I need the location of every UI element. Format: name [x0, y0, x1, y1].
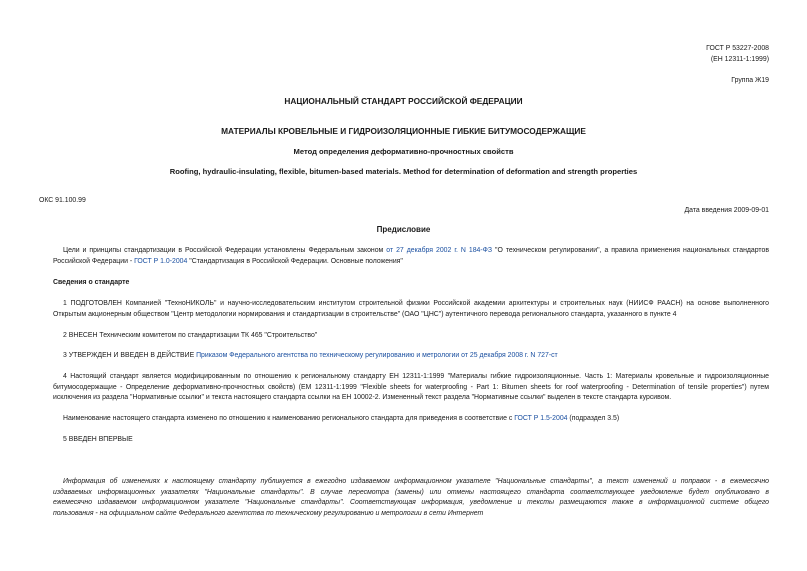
item-4-modified: 4 Настоящий стандарт является модифицированным по отношению к региональному стандарту ЕН 12311-1:1999 "Материалы гибкие гидроизоляционные. Часть 1: Материалы кровельные и гидроизоляционные битумосодержащие - Определение деформативно-прочностных свойств) (ЕМ 12311-1:1999 "Flexible sheets for waterproofing - Part 1: Bitumen sheets for roof waterproofing - Determination of tensile properties") путем исключения из раздела "Нормативные ссылки" и текста настоящего стандарта ссылки на ЕН 10002-2. Измененный текст раздела "Нормативные ссылки" выделен в тексте стандарта курсивом.	[53, 373, 769, 401]
document-title-ru: МАТЕРИАЛЫ КРОВЕЛЬНЫЕ И ГИДРОИЗОЛЯЦИОННЫЕ ГИБКИЕ БИТУМОСОДЕРЖАЩИЕ	[221, 126, 586, 136]
document-title-en: Roofing, hydraulic-insulating, flexible, bitumen-based materials. Method for determination of deformation and strength properties	[169, 167, 638, 176]
federal-law-link[interactable]: от 27 декабря 2002 г. N 184-ФЗ	[386, 247, 493, 254]
introduction-date: Дата введения 2009-09-01	[684, 207, 769, 214]
item-2-introduced: 2 ВНЕСЕН Техническим комитетом по стандартизации ТК 465 "Строительство"	[63, 332, 318, 339]
en-reference: (ЕН 12311-1:1999)	[710, 56, 769, 63]
group-code: Группа Ж19	[731, 77, 769, 84]
gost-1-0-link[interactable]: ГОСТ Р 1.0-2004	[134, 257, 188, 265]
item-3-approved: 3 УТВЕРЖДЕН И ВВЕДЕН В ДЕЙСТВИЕ Приказом Федерального агентства по техническому регулированию и метрологии от 25 декабря 2008 г. N 727-ст	[63, 352, 558, 359]
gost-1-5-link[interactable]: ГОСТ Р 1.5-2004	[514, 415, 568, 422]
naming-note: Наименование настоящего стандарта изменено по отношению к наименованию регионального стандарта для приведения в соответствие с ГОСТ Р 1.5-2004 (подраздел 3.5)	[63, 415, 620, 422]
standard-info-heading: Сведения о стандарте	[53, 279, 130, 286]
preface-heading: Предисловие	[376, 225, 431, 234]
item-5-first-introduced: 5 ВВЕДЕН ВПЕРВЫЕ	[63, 436, 133, 443]
changes-information-note: Информация об изменениях к настоящему стандарту публикуется в ежегодно издаваемом информационном указателе "Национальные стандарты", а текст изменений и поправок - в ежемесячно издаваемых информационных указателях "Национальные стандарты". В случае пересмотра (замены) или отмены настоящего стандарта соответствующее уведомление будет опубликовано в ежемесячно издаваемом информационном указателе "Национальные стандарты". Соответствующая информация, уведомление и тексты размещаются также в информационной системе общего пользования - на официальном сайте Федерального агентства по техническому регулированию и метрологии в сети Интернет	[53, 478, 769, 517]
method-subtitle: Метод определения деформативно-прочностных свойств	[293, 147, 514, 156]
oks-code: ОКС 91.100.99	[39, 197, 86, 204]
item-1-prepared: 1 ПОДГОТОВЛЕН Компанией "ТехноНИКОЛЬ" и научно-исследовательским институтом строительной физики Российской академии архитектуры и строительных наук (НИИСФ РААСН) на основе выполненного Открытым акционерным обществом "Центр методологии нормирования и стандартизации в строительстве" (ОАО "ЦНС") аутентичного перевода регионального стандарта, указанного в пункте 4	[53, 300, 769, 318]
order-link[interactable]: Приказом Федерального агентства по техническому регулированию и метрологии от 25 декабря 2008 г. N 727-ст	[196, 352, 558, 359]
gost-number: ГОСТ Р 53227-2008	[706, 45, 769, 52]
preface-paragraph-1: Цели и принципы стандартизации в Российской Федерации установлены Федеральным законом от 27 декабря 2002 г. N 184-ФЗ "О техническом регулировании", а правила применения национальных стандартов Российской Федерации - ГОСТ Р 1.0-2004 "Стандартизация в Российской Федерации. Основные положения"	[53, 247, 769, 265]
standard-title: НАЦИОНАЛЬНЫЙ СТАНДАРТ РОССИЙСКОЙ ФЕДЕРАЦИИ	[284, 96, 523, 106]
